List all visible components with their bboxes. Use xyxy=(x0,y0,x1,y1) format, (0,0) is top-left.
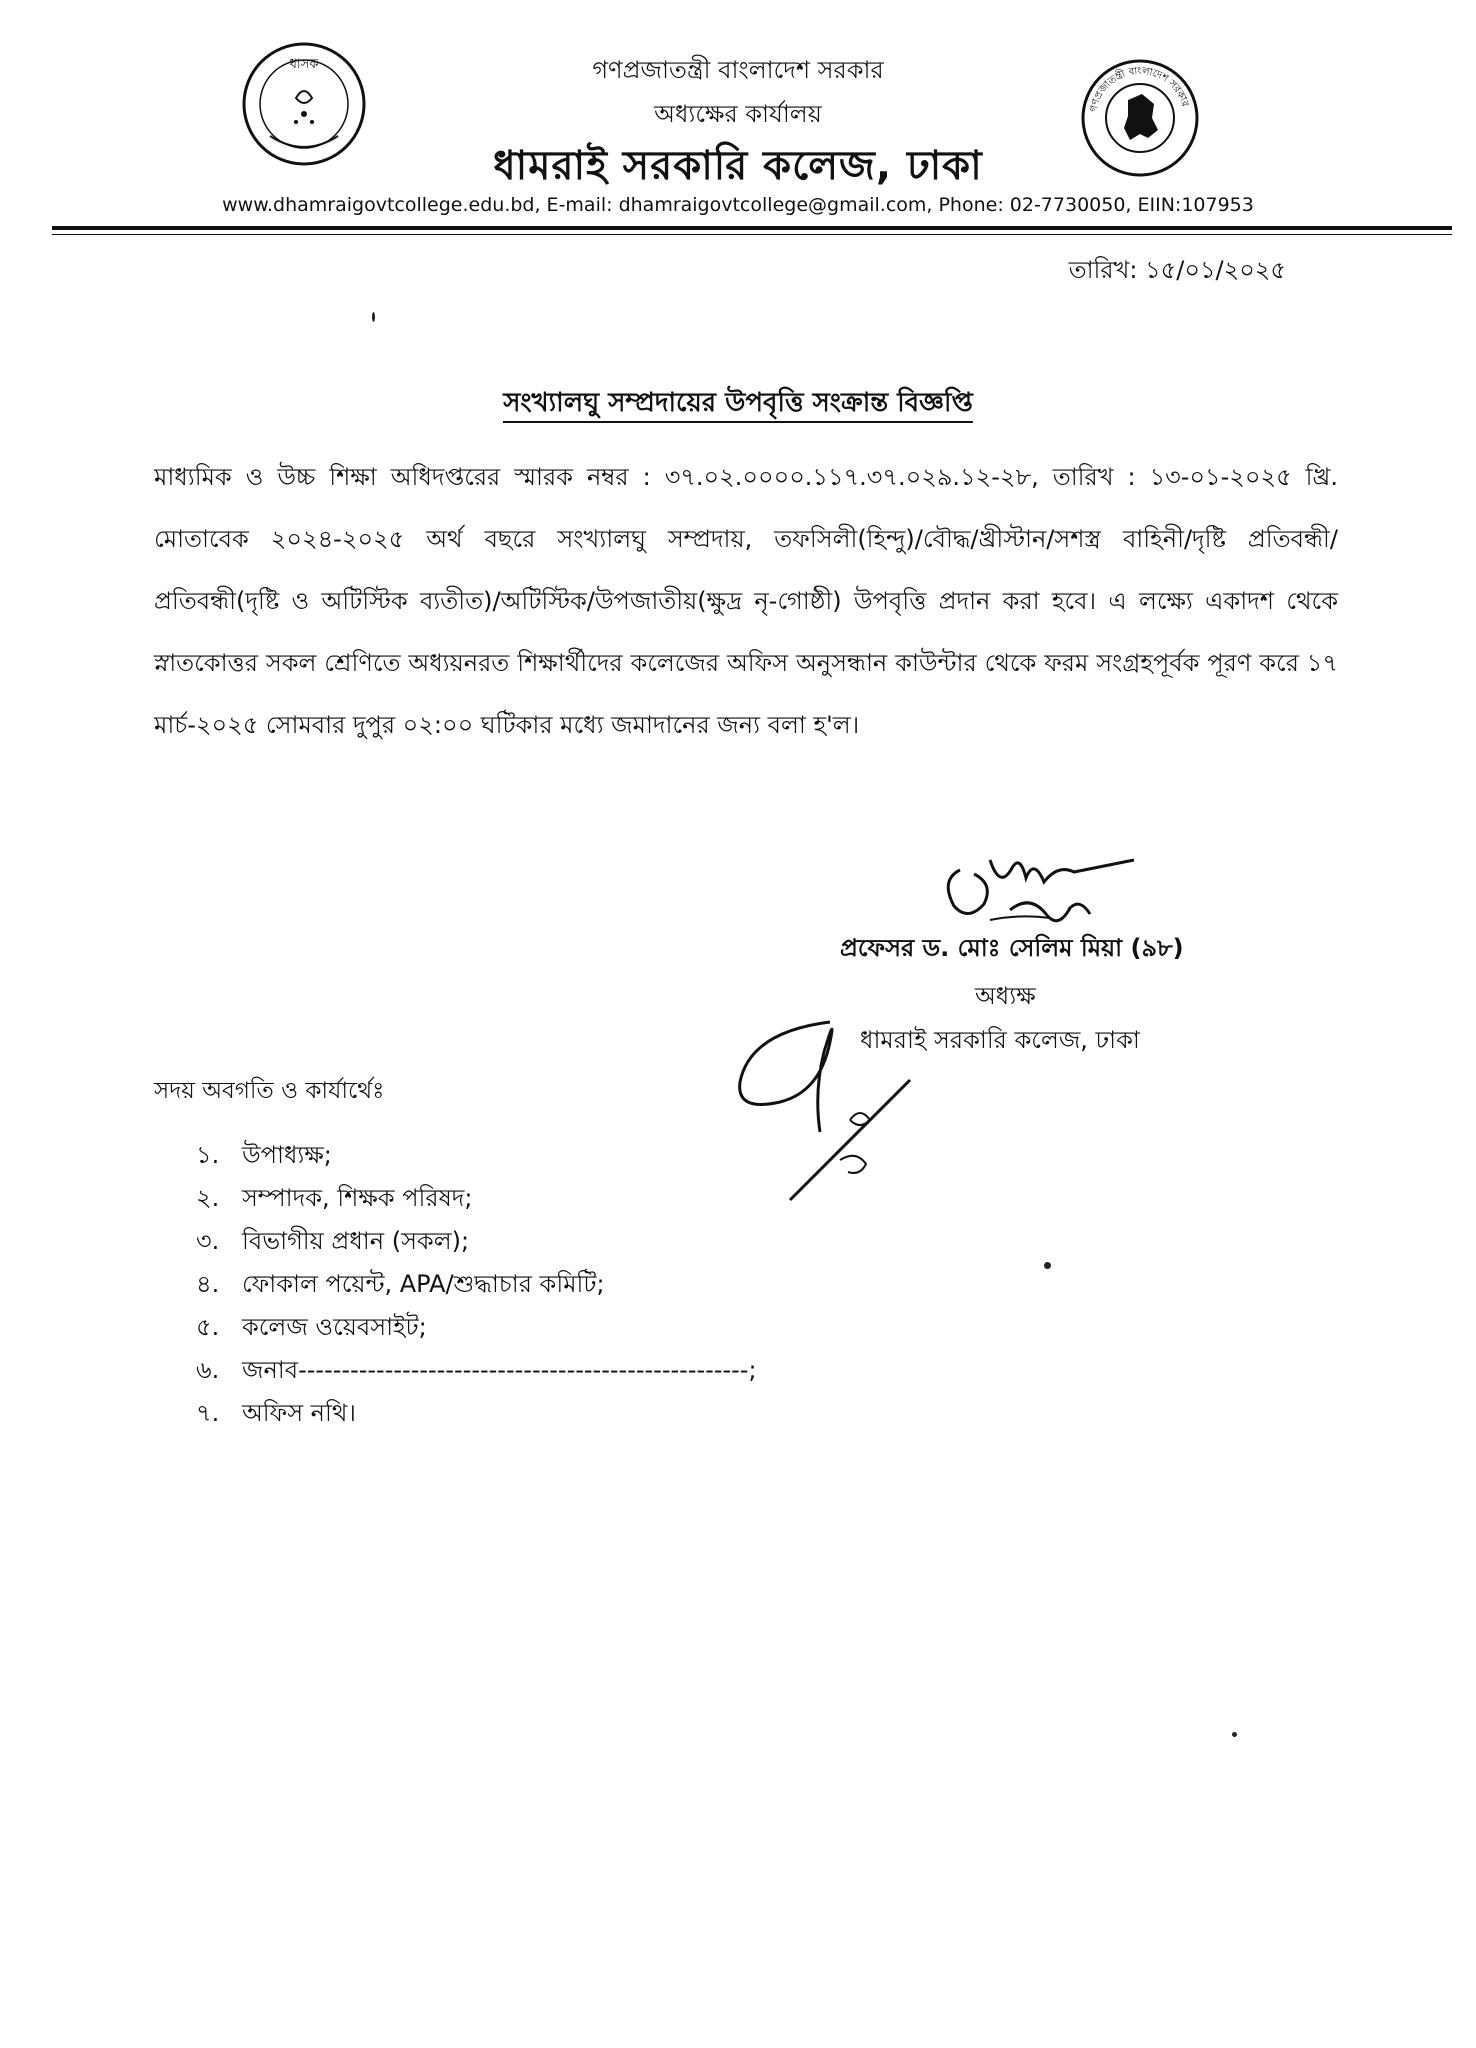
item-number: ৫. xyxy=(196,1313,220,1341)
list-item xyxy=(196,1263,757,1306)
list-item xyxy=(196,1306,757,1349)
item-number: ১. xyxy=(196,1141,220,1169)
list-item xyxy=(196,1177,757,1220)
list-item xyxy=(196,1392,757,1435)
government-heading: গণপ্রজাতন্ত্রী বাংলাদেশ সরকার xyxy=(592,56,884,84)
item-text: কলেজ ওয়েবসাইট; xyxy=(242,1313,427,1341)
item-text: বিভাগীয় প্রধান (সকল); xyxy=(242,1227,470,1255)
scan-speck xyxy=(1044,1262,1051,1269)
notice-subject xyxy=(0,382,1476,426)
item-text: ফোকাল পয়েন্ট, APA/শুদ্ধাচার কমিটি; xyxy=(242,1270,605,1298)
header-divider-thin xyxy=(52,234,1452,235)
item-number: ২. xyxy=(196,1184,220,1212)
header-divider xyxy=(52,226,1452,230)
item-text: অফিস নথি। xyxy=(242,1399,356,1427)
item-number: ৬. xyxy=(196,1356,220,1384)
item-number: ৪. xyxy=(196,1270,220,1298)
distribution-list xyxy=(196,1134,757,1435)
office-heading: অধ্যক্ষের কার্যালয় xyxy=(654,100,822,128)
item-text: উপাধ্যক্ষ; xyxy=(242,1141,332,1169)
left-seal-label: ধাসক xyxy=(289,57,319,72)
distribution-title: সদয় অবগতি ও কার্যার্থেঃ xyxy=(154,1078,385,1104)
signatory-name: প্রফেসর ড. মোঃ সেলিম মিয়া (৯৮) xyxy=(840,934,1184,962)
scan-speck xyxy=(372,312,375,322)
list-item xyxy=(196,1134,757,1177)
item-number: ৩. xyxy=(196,1227,220,1255)
right-seal-label: গণপ্রজাতন্ত্রী বাংলাদেশ সরকার xyxy=(1088,65,1191,114)
contact-info: www.dhamraigovtcollege.edu.bd, E-mail: dhamraigovtcollege@gmail.com, Phone: 02-7730050, EIIN:107953 xyxy=(222,194,1254,216)
list-item xyxy=(196,1220,757,1263)
item-text: জনাব----------------------------------------------------; xyxy=(242,1356,757,1384)
subject-text: সংখ্যালঘু সম্প্রদায়ের উপবৃত্তি সংক্রান্ত বিজ্ঞপ্তি xyxy=(503,388,973,423)
signatory-college: ধামরাই সরকারি কলেজ, ঢাকা xyxy=(860,1026,1140,1054)
college-title: ধামরাই সরকারি কলেজ, ঢাকা xyxy=(493,143,983,189)
item-text: সম্পাদক, শিক্ষক পরিষদ; xyxy=(242,1184,473,1212)
item-number: ৭. xyxy=(196,1399,220,1427)
notice-date: তারিখ: ১৫/০১/২০২৫ xyxy=(1068,256,1286,284)
signatory-title: অধ্যক্ষ xyxy=(975,982,1036,1010)
list-item xyxy=(196,1349,757,1392)
scan-speck xyxy=(1232,1732,1237,1737)
notice-body: মাধ্যমিক ও উচ্চ শিক্ষা অধিদপ্তরের স্মারক নম্বর : ৩৭.০২.০০০০.১১৭.৩৭.০২৯.১২-২৮, তারিখ : ১৩-০১-২০২৫ খ্রি. মোতাবেক ২০২৪-২০২৫ অর্থ বছরে সংখ্যালঘু সম্প্রদায়, তফসিলী(হিন্দু)/বৌদ্ধ/খ্রীস্টান/সশস্ত্র বাহিনী/দৃষ্টি প্রতিবন্ধী/প্রতিবন্ধী(দৃষ্টি ও অটিস্টিক ব্যতীত)/অটিস্টিক/উপজাতীয়(ক্ষুদ্র নৃ-গোষ্ঠী) উপবৃত্তি প্রদান করা হবে। এ লক্ষ্যে একাদশ থেকে স্নাতকোত্তর সকল শ্রেণিতে অধ্যয়নরত শিক্ষার্থীদের কলেজের অফিস অনুসন্ধান কাউন্টার থেকে ফরম সংগ্রহপূর্বক পূরণ করে ১৭ মার্চ-২০২৫ সোমবার দুপুর ০২:০০ ঘটিকার মধ্যে জমাদানের জন্য বলা হ'ল। xyxy=(154,463,1338,739)
